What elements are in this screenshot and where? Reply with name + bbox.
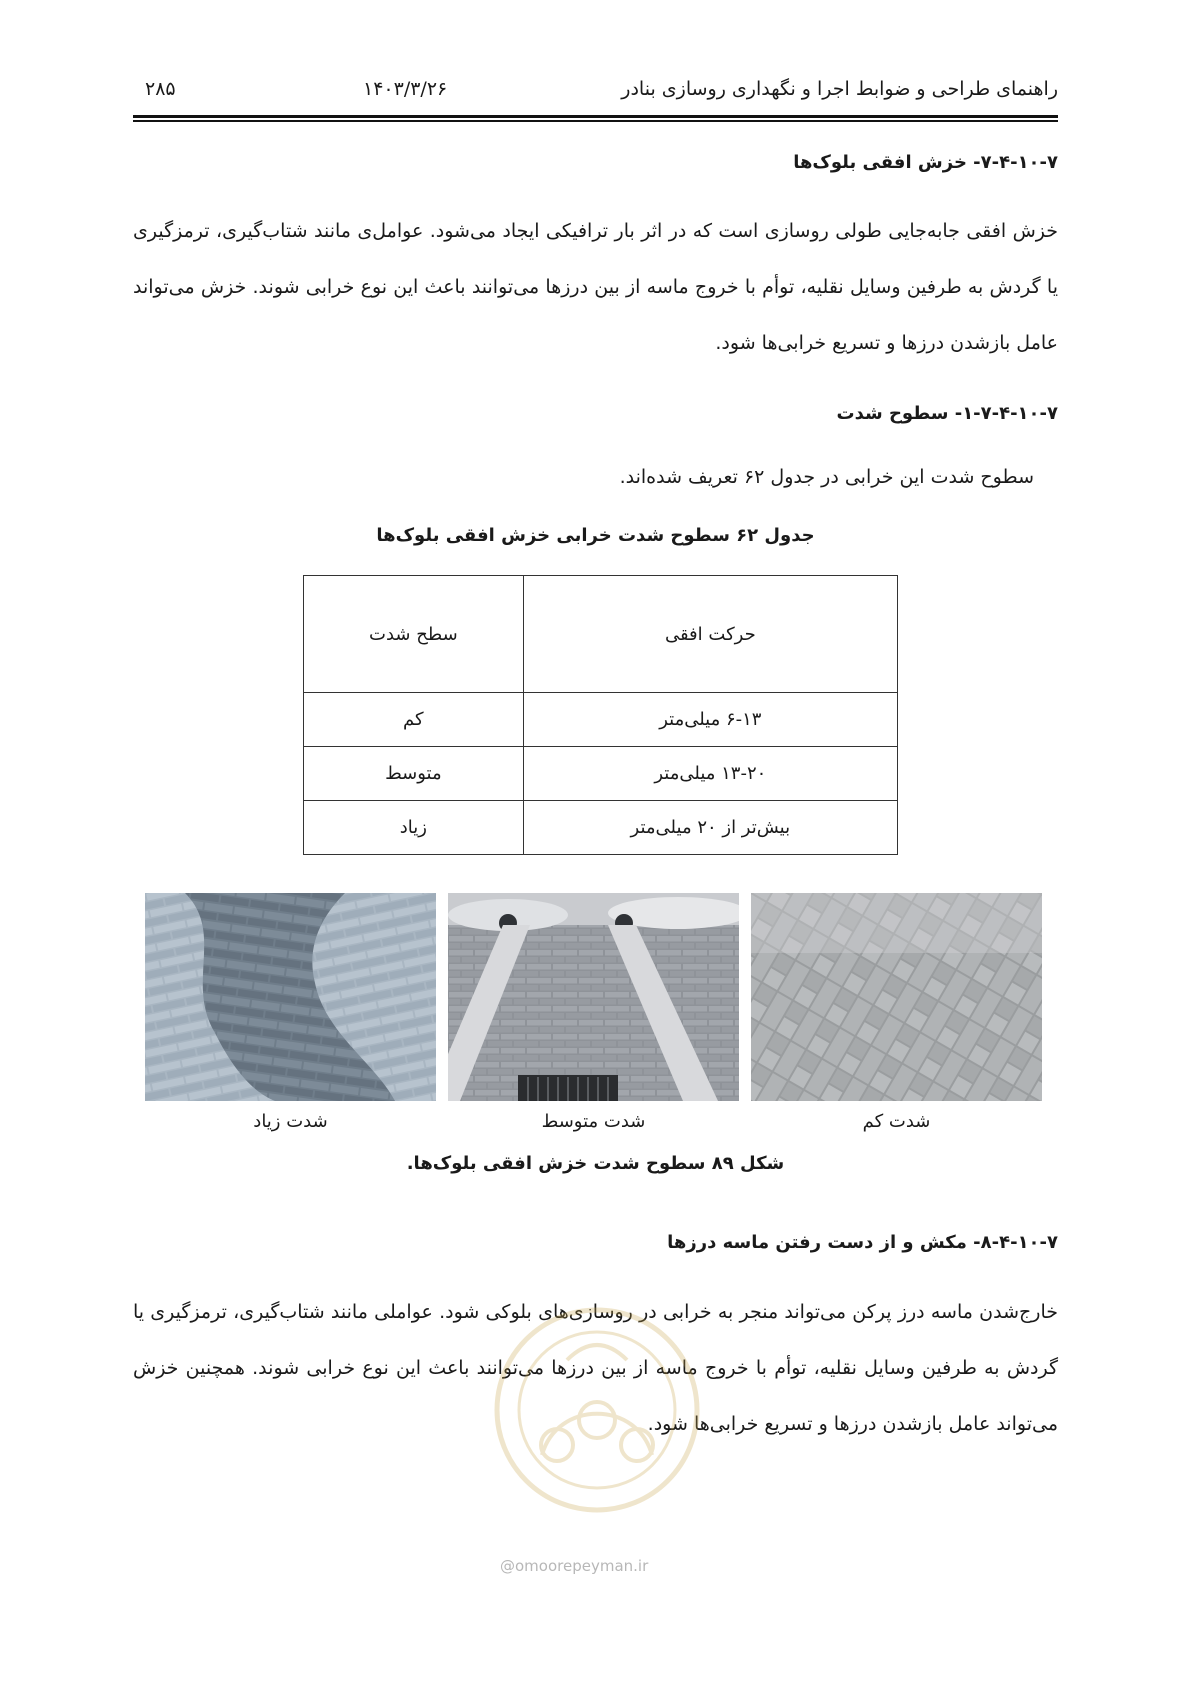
- table-header-row: [304, 576, 898, 693]
- table-cell-movement: ۱۳-۲۰ میلی‌متر: [523, 747, 897, 801]
- table-cell-movement: بیش‌تر از ۲۰ میلی‌متر: [523, 801, 897, 855]
- table-caption: جدول ۶۲ سطوح شدت خرابی خزش افقی بلوک‌ها: [376, 525, 815, 546]
- table-header-level: سطح شدت: [304, 576, 524, 693]
- page-number: ۲۸۵: [145, 78, 176, 100]
- section-paragraph-sand-loss: خارج‌شدن ماسه درز پرکن می‌تواند منجر به خرابی در روسازی‌های بلوکی شود. عواملی مانند شتاب‌گیری، ترمزگیری یا گردش به طرفین وسایل نقلیه، توأم با خروج ماسه از بین درزها می‌توانند باعث این نوع خرابی شوند. همچنین خزش می‌تواند عامل بازشدن درزها و تسریع خرابی‌ها شود.: [133, 1301, 1058, 1435]
- table-cell-level: کم: [304, 693, 524, 747]
- photo-label-low: شدت کم: [862, 1111, 931, 1132]
- photo-label-high: شدت زیاد: [253, 1111, 328, 1132]
- header-title: راهنمای طراحی و ضوابط اجرا و نگهداری روسازی بنادر: [621, 78, 1058, 100]
- photo-high-severity: [145, 893, 436, 1101]
- section-heading-creep: ۷-۴-۱۰-۷- خزش افقی بلوک‌ها: [793, 152, 1058, 173]
- table-row: [304, 747, 898, 801]
- table-row: [304, 693, 898, 747]
- watermark-seal-icon: [487, 1280, 707, 1550]
- table-cell-level: متوسط: [304, 747, 524, 801]
- figure-caption: شکل ۸۹ سطوح شدت خزش افقی بلوک‌ها.: [406, 1153, 785, 1174]
- photo-medium-severity: [448, 893, 739, 1101]
- table-row: [304, 801, 898, 855]
- photo-label-medium: شدت متوسط: [541, 1111, 646, 1132]
- table-cell-movement: ۶-۱۳ میلی‌متر: [523, 693, 897, 747]
- page-header: [133, 78, 1058, 114]
- section-heading-severity: ۱-۷-۴-۱۰-۷- سطوح شدت: [836, 403, 1058, 424]
- section-paragraph-severity: سطوح شدت این خرابی در جدول ۶۲ تعریف شده‌اند.: [619, 466, 1034, 488]
- header-rule-thin: [133, 120, 1058, 122]
- header-rule-thick: [133, 115, 1058, 118]
- table-header-movement: حرکت افقی: [523, 576, 897, 693]
- section-paragraph-creep: خزش افقی جابه‌جایی طولی روسازی است که در اثر بار ترافیکی ایجاد می‌شود. عوامل‌ی مانند شتاب‌گیری، ترمزگیری یا گردش به طرفین وسایل نقلیه، توأم با خروج ماسه از بین درزها می‌توانند باعث این نوع خرابی شوند. خزش می‌تواند عامل بازشدن درزها و تسریع خرابی‌ها شود.: [133, 220, 1058, 354]
- table-cell-level: زیاد: [304, 801, 524, 855]
- severity-table: [303, 575, 898, 855]
- watermark-url: @omoorepeyman.ir: [500, 1557, 649, 1575]
- header-date: ۱۴۰۳/۳/۲۶: [363, 78, 448, 100]
- section-heading-sand-loss: ۸-۴-۱۰-۷- مکش و از دست رفتن ماسه درزها: [667, 1232, 1058, 1253]
- photo-low-severity: [751, 893, 1042, 1101]
